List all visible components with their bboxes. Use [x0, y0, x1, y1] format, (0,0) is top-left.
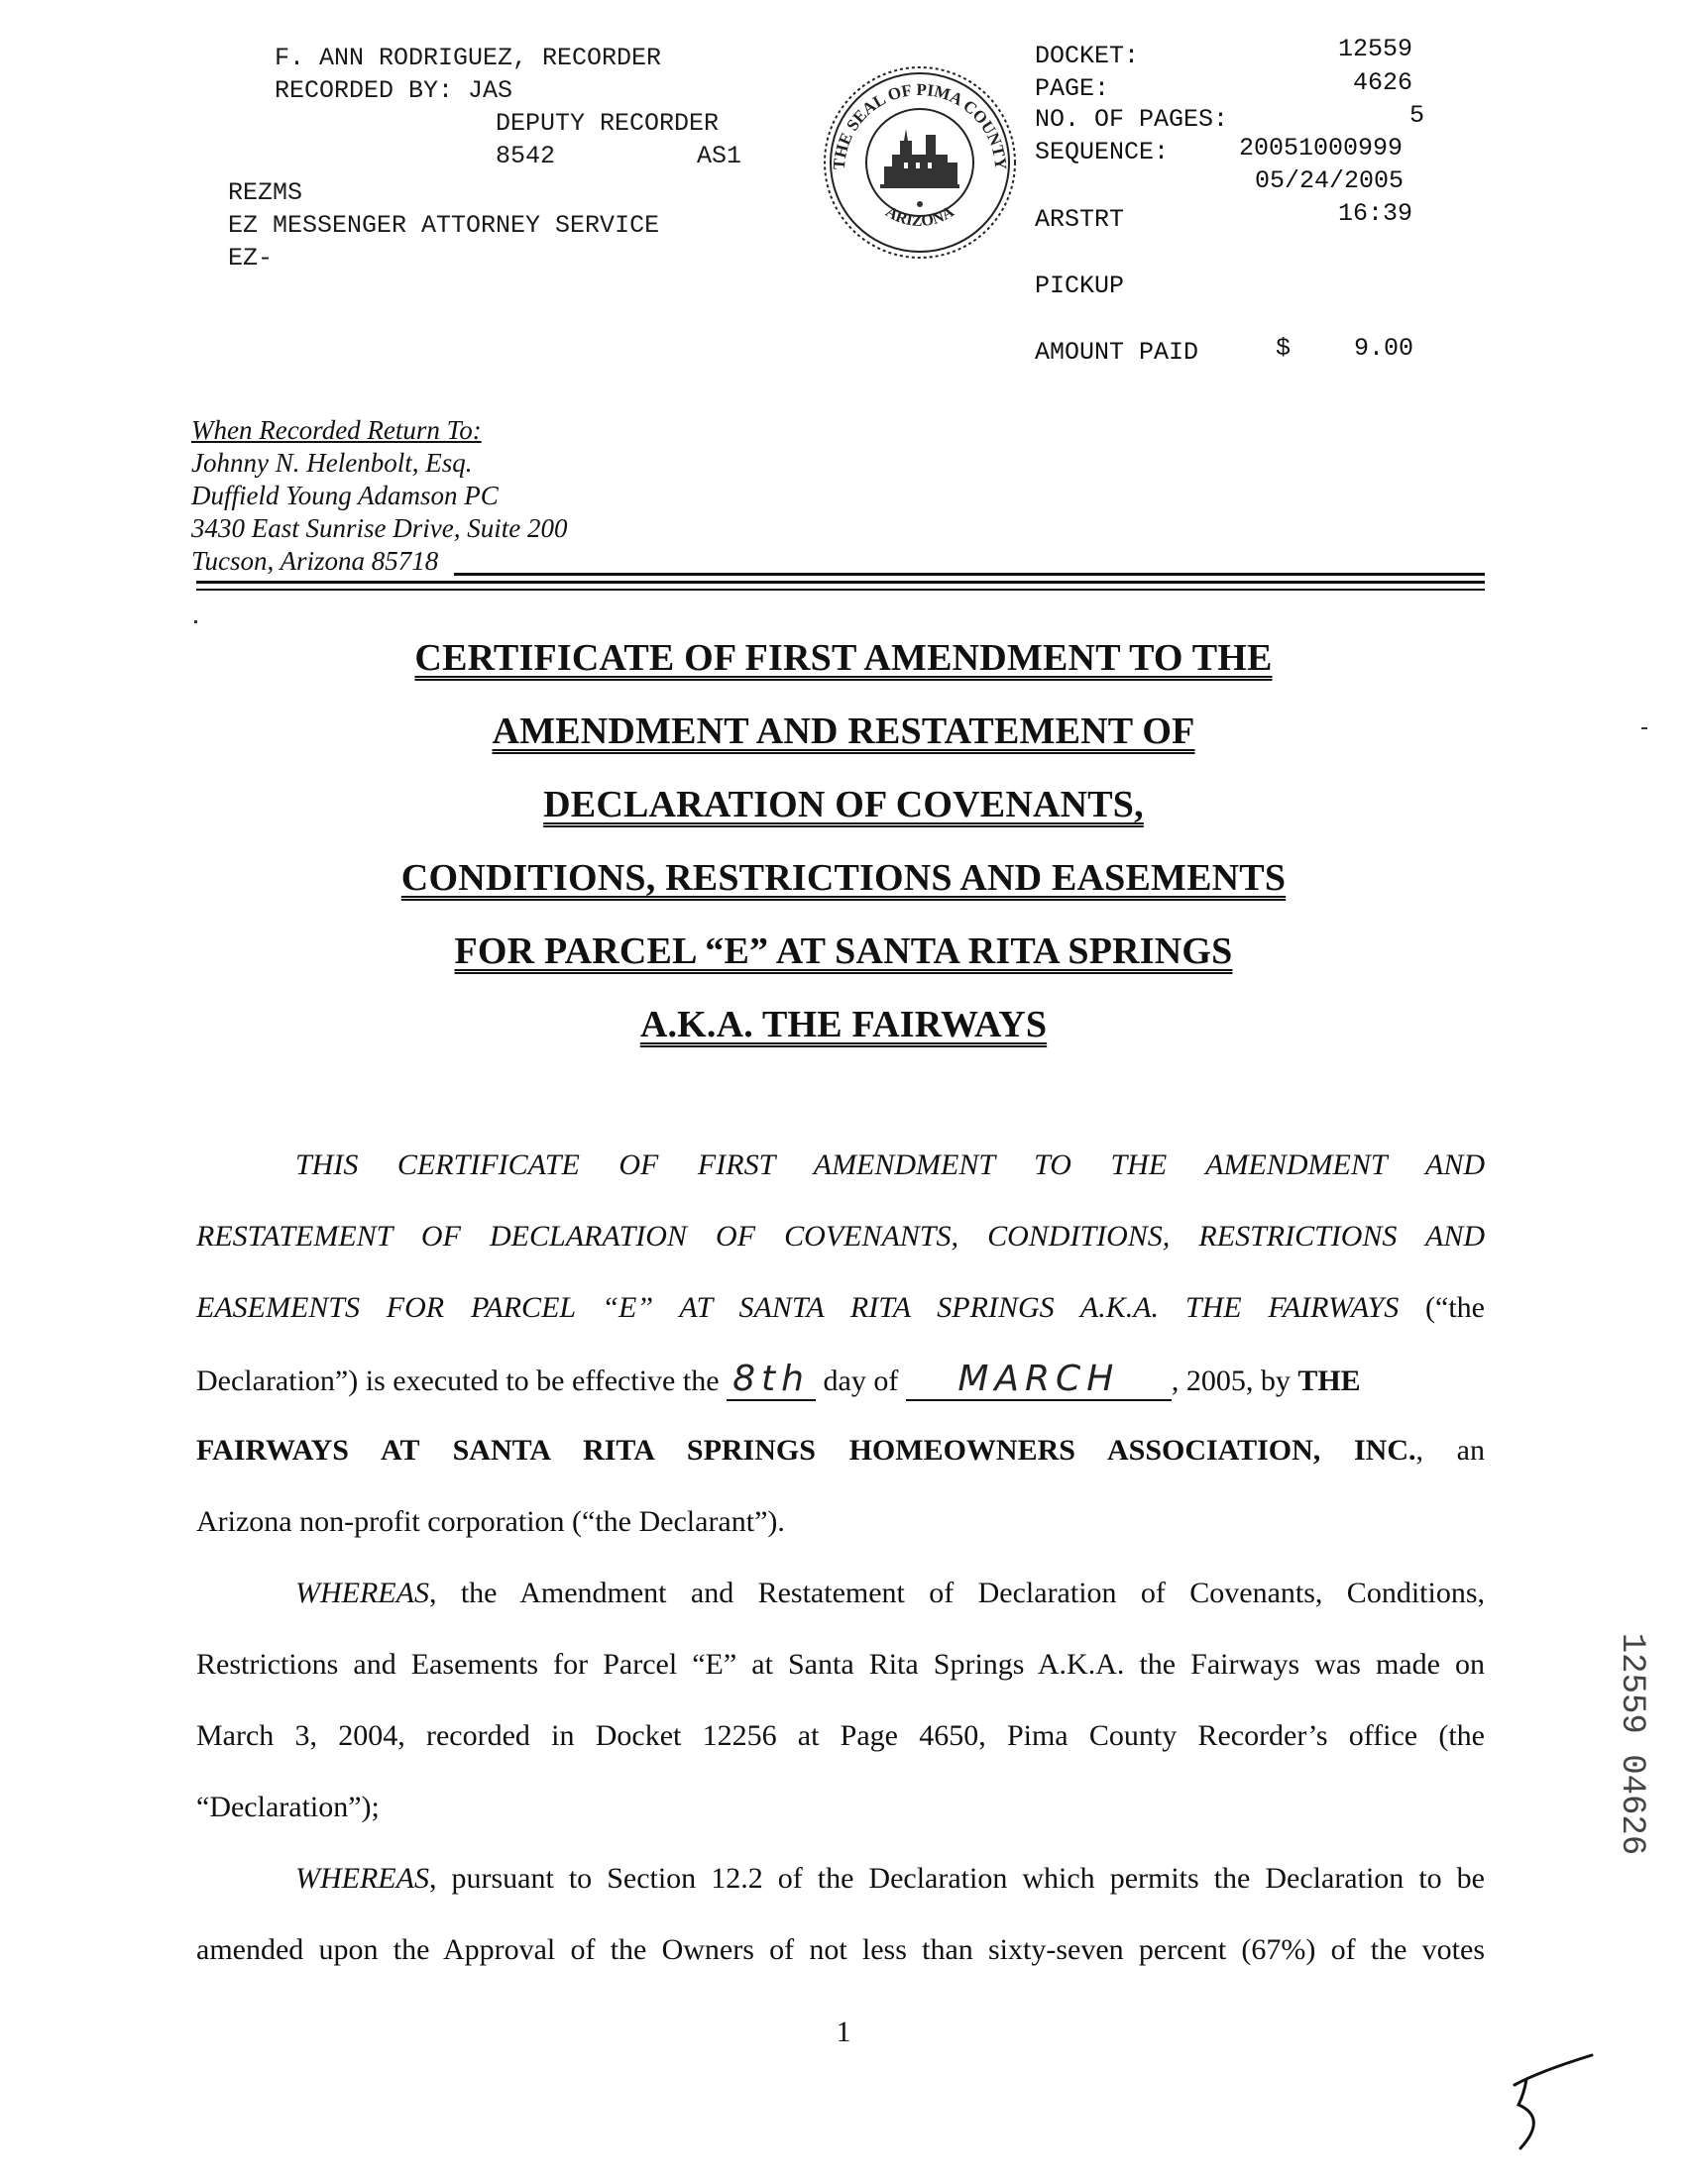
separator-rule-top	[454, 573, 1485, 576]
recorder-code-1: 8542	[496, 142, 556, 170]
arstrt: ARSTRT	[1035, 205, 1125, 234]
return-line: 3430 East Sunrise Drive, Suite 200	[191, 513, 568, 543]
recorded-by: RECORDED BY: JAS	[275, 76, 513, 105]
body-line: THIS CERTIFICATE OF FIRST AMENDMENT TO THE AMENDMENT AND	[295, 1148, 1485, 1181]
title-line: AMENDMENT AND RESTATEMENT OF	[492, 710, 1195, 752]
title-line: CONDITIONS, RESTRICTIONS AND EASEMENTS	[400, 857, 1287, 899]
seal-text-bottom: ARIZONA	[882, 203, 957, 231]
handwritten-month: MARCH	[906, 1362, 1172, 1401]
record-time: 16:39	[1338, 199, 1413, 228]
sequence-label: SEQUENCE:	[1035, 138, 1170, 166]
handwritten-day: 8th	[727, 1362, 816, 1401]
return-line: Tucson, Arizona 85718	[191, 546, 439, 576]
title-line: DECLARATION OF COVENANTS,	[543, 784, 1144, 825]
return-line: Duffield Young Adamson PC	[191, 481, 499, 510]
body-line: WHEREAS, pursuant to Section 12.2 of the Declaration which permits the Declaration to be	[295, 1862, 1485, 1895]
margin-dot	[194, 620, 197, 623]
body-line: amended upon the Approval of the Owners of not less than sixty-seven percent (67%) of the votes	[196, 1933, 1485, 1966]
record-date: 05/24/2005	[1255, 166, 1405, 195]
pages-label: NO. OF PAGES:	[1035, 105, 1229, 134]
recorder-name: F. ANN RODRIGUEZ, RECORDER	[275, 44, 662, 72]
docket-label: DOCKET:	[1035, 42, 1140, 70]
separator-rule-middle	[196, 581, 1485, 584]
body-line: March 3, 2004, recorded in Docket 12256 at Page 4650, Pima County Recorder’s office (the	[196, 1719, 1485, 1752]
svg-text:ARIZONA	[882, 203, 956, 230]
body-line: “Declaration”);	[196, 1791, 380, 1823]
deputy-recorder: DEPUTY RECORDER	[496, 109, 720, 138]
body-line: Arizona non-profit corporation (“the Declarant”).	[196, 1505, 785, 1538]
body-line: WHEREAS, the Amendment and Restatement of Declaration of Covenants, Conditions,	[295, 1577, 1485, 1609]
messenger-service: EZ MESSENGER ATTORNEY SERVICE	[228, 211, 660, 240]
page-value: 4626	[1353, 68, 1413, 97]
rezms: REZMS	[228, 178, 303, 207]
county-seal-icon	[821, 63, 1019, 262]
amount-value: 9.00	[1354, 334, 1414, 363]
dollar-sign: $	[1276, 334, 1292, 363]
page-label: PAGE:	[1035, 74, 1110, 103]
pages-value: 5	[1409, 101, 1425, 130]
pickup: PICKUP	[1035, 272, 1125, 300]
docket-value: 12559	[1338, 35, 1413, 63]
separator-rule-bottom	[196, 589, 1485, 591]
body-line: FAIRWAYS AT SANTA RITA SPRINGS HOMEOWNERS ASSOCIATION, INC., an	[196, 1434, 1485, 1467]
body-line: RESTATEMENT OF DECLARATION OF COVENANTS, CONDITIONS, RESTRICTIONS AND	[196, 1220, 1485, 1253]
margin-docket-stamp: 12559 04626	[1613, 1632, 1650, 1856]
ez-code: EZ-	[228, 244, 274, 273]
return-line: Johnny N. Helenbolt, Esq.	[191, 448, 473, 478]
seal-text-top: THE SEAL OF PIMA COUNTY	[829, 79, 1011, 171]
body-line: Restrictions and Easements for Parcel “E” at Santa Rita Springs A.K.A. the Fairways was made on	[196, 1648, 1485, 1681]
title-line: A.K.A. THE FAIRWAYS	[639, 1004, 1048, 1045]
recorder-code-2: AS1	[697, 142, 742, 170]
return-heading: When Recorded Return To:	[191, 415, 482, 445]
handwritten-mark-icon	[1497, 2049, 1606, 2158]
title-line: CERTIFICATE OF FIRST AMENDMENT TO THE	[414, 637, 1273, 679]
title-line: FOR PARCEL “E” AT SANTA RITA SPRINGS	[454, 930, 1233, 972]
margin-tick	[1641, 727, 1647, 729]
body-line: Declaration”) is executed to be effective the 8th day of MARCH , 2005, by THE	[196, 1359, 1361, 1399]
sequence-value: 20051000999	[1239, 134, 1404, 163]
amount-label: AMOUNT PAID	[1035, 338, 1199, 367]
page-number: 1	[836, 2016, 851, 2048]
body-line: EASEMENTS FOR PARCEL “E” AT SANTA RITA SPRINGS A.K.A. THE FAIRWAYS (“the	[196, 1291, 1485, 1324]
